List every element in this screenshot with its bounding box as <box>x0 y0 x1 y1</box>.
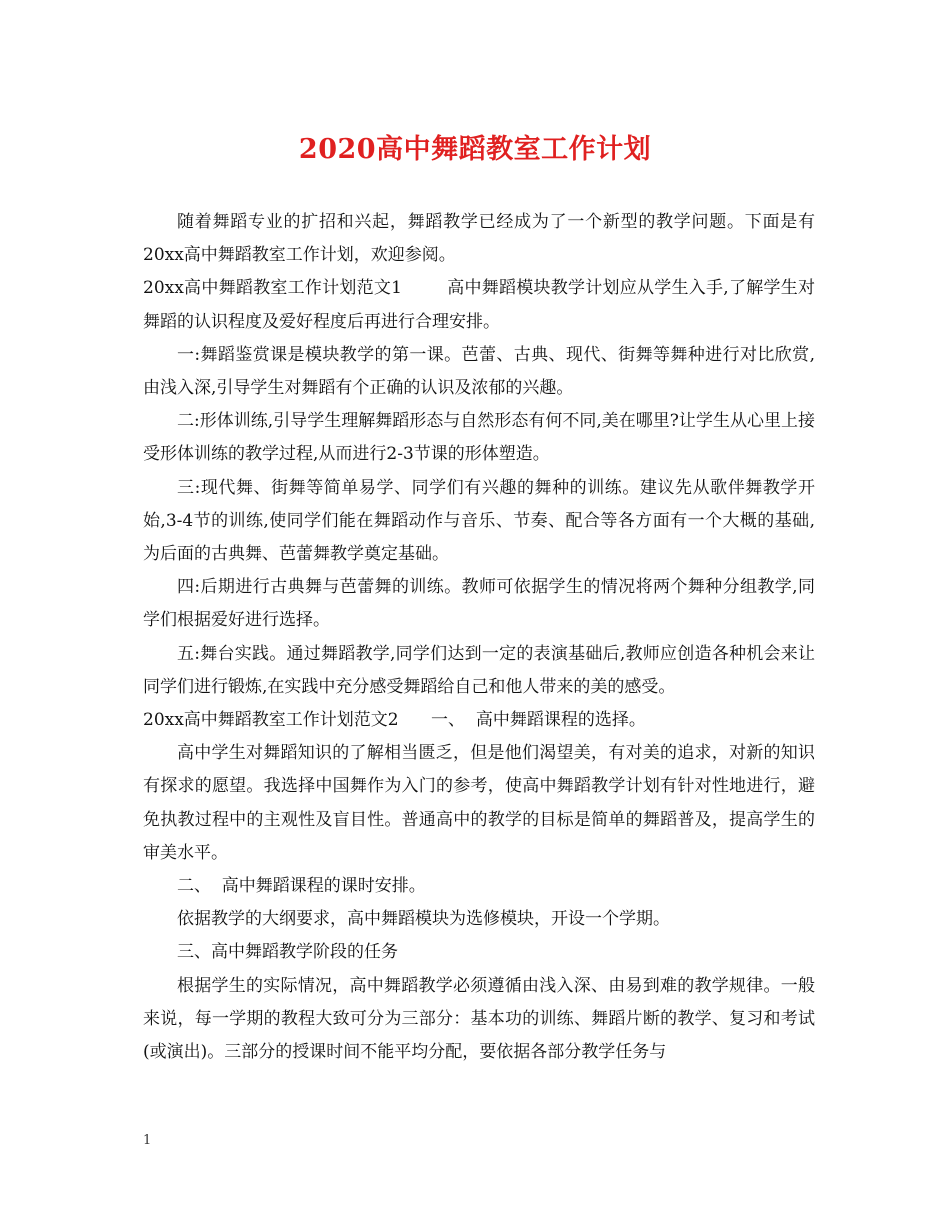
body-paragraph: 五:舞台实践。通过舞蹈教学,同学们达到一定的表演基础后,教师应创造各种机会来让同学们进行锻炼,在实践中充分感受舞蹈给自己和他人带来的美的感受。 <box>143 643 815 697</box>
page-number: 1 <box>143 1133 152 1148</box>
body-paragraph: 依据教学的大纲要求，高中舞蹈模块为选修模块，开设一个学期。 <box>177 909 670 930</box>
body-paragraph: 随着舞蹈专业的扩招和兴起，舞蹈教学已经成为了一个新型的教学问题。下面是有20xx高中舞蹈教室工作计划，欢迎参阅。 <box>143 212 815 266</box>
body-paragraph: 二、 高中舞蹈课程的课时安排。 <box>177 876 426 897</box>
body-paragraph: 一:舞蹈鉴赏课是模块教学的第一课。芭蕾、古典、现代、街舞等舞种进行对比欣赏,由浅入深,引导学生对舞蹈有个正确的认识及浓郁的兴趣。 <box>143 344 815 399</box>
body-paragraph: 三、高中舞蹈教学阶段的任务 <box>177 942 398 963</box>
body-paragraph: 四:后期进行古典舞与芭蕾舞的训练。教师可依据学生的情况将两个舞种分组教学,同学们根据爱好进行选择。 <box>143 577 815 631</box>
body-paragraph: 20xx高中舞蹈教室工作计划范文2 一、 高中舞蹈课程的选择。 <box>143 710 646 731</box>
body-paragraph: 三:现代舞、街舞等简单易学、同学们有兴趣的舞种的训练。建议先从歌伴舞教学开始,3-4节的训练,使同学们能在舞蹈动作与音乐、节奏、配合等各方面有一个大概的基础,为后面的古典舞、芭蕾舞教学奠定基础。 <box>143 477 815 565</box>
body-paragraph: 根据学生的实际情况，高中舞蹈教学必须遵循由浅入深、由易到难的教学规律。一般来说，每一学期的教程大致可分为三部分：基本功的训练、舞蹈片断的教学、复习和考试(或演出)。三部分的授课时间不能平均分配，要依据各部分教学任务与 <box>143 975 815 1063</box>
document-title: 2020高中舞蹈教室工作计划 <box>298 134 652 165</box>
body-paragraph: 20xx高中舞蹈教室工作计划范文1 高中舞蹈模块教学计划应从学生入手,了解学生对舞蹈的认识程度及爱好程度后再进行合理安排。 <box>143 278 815 332</box>
document-body <box>143 206 815 1069</box>
body-paragraph: 高中学生对舞蹈知识的了解相当匮乏，但是他们渴望美，有对美的追求，对新的知识有探求的愿望。我选择中国舞作为入门的参考，使高中舞蹈教学计划有针对性地进行，避免执教过程中的主观性及盲目性。普通高中的教学的目标是简单的舞蹈普及，提高学生的审美水平。 <box>143 743 815 863</box>
body-paragraph: 二:形体训练,引导学生理解舞蹈形态与自然形态有何不同,美在哪里?让学生从心里上接受形体训练的教学过程,从而进行2-3节课的形体塑造。 <box>143 411 815 465</box>
